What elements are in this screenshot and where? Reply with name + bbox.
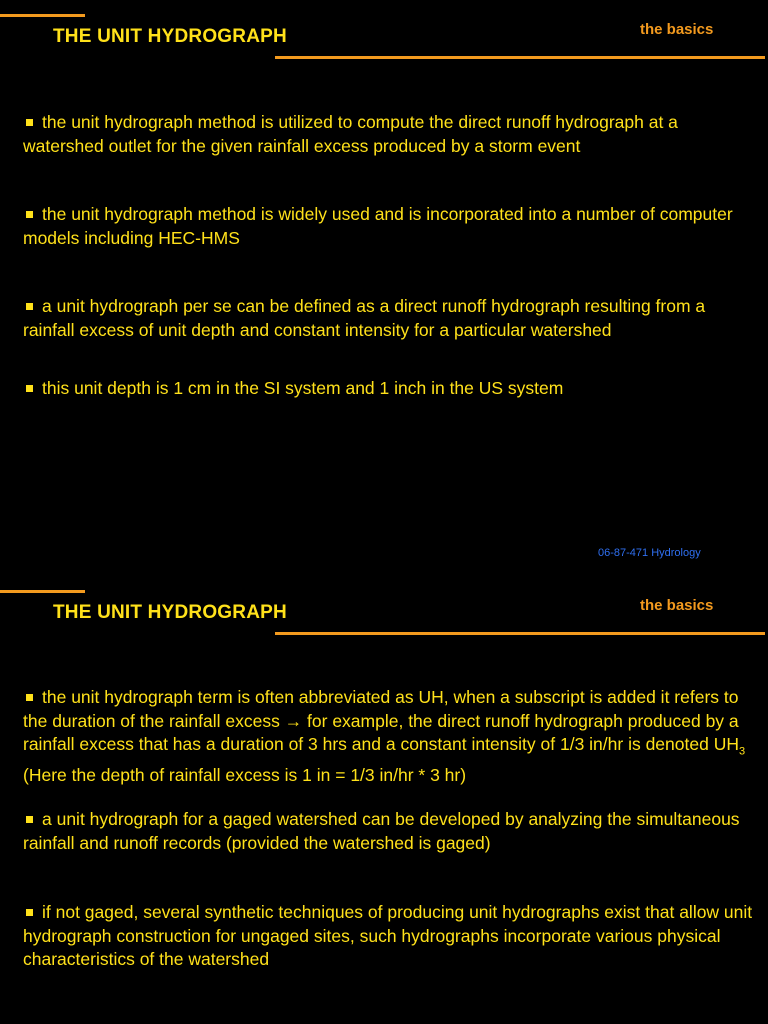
bullet-marker (26, 694, 33, 701)
title-underline (275, 632, 765, 635)
bullet-item: if not gaged, several synthetic techniques of producing unit hydrographs exist that allow unit hydrograph construction for ungaged sites, such hydrographs incorporate various physical characteristics of the watershed (23, 902, 753, 969)
bullet-marker (26, 303, 33, 310)
bullet-marker (26, 119, 33, 126)
bullet-item: a unit hydrograph for a gaged watershed can be developed by analyzing the simultaneous rainfall and runoff records (provided the watershed is gaged) (23, 809, 740, 853)
bullet-item: the unit hydrograph term is often abbreviated as UH, when a subscript is added it refers to the duration of the rainfall excess → for example, the direct runoff hydrograph produced by a rainfall excess that has a duration of 3 hrs and a constant intensity of 1/3 in/hr is denoted $UH_3$ (Here the depth of rainfall excess is 1 in = 1/3 in/hr * 3 hr) (23, 687, 755, 785)
top-left-rule (0, 14, 85, 17)
bullet-item: a unit hydrograph per se can be defined as a direct runoff hydrograph resulting from a rainfall excess of unit depth and constant intensity for a particular watershed (23, 296, 706, 340)
section-label: the basics (640, 597, 714, 614)
course-footer: 06-87-471 Hydrology (598, 547, 701, 559)
bullet-item: this unit depth is 1 cm in the SI system and 1 inch in the US system (23, 377, 758, 401)
bullet-marker (26, 816, 33, 823)
section-label: the basics (640, 21, 714, 38)
slide-title: THE UNIT HYDROGRAPH (53, 602, 287, 623)
slide-title: THE UNIT HYDROGRAPH (53, 26, 287, 47)
title-underline (275, 56, 765, 59)
bullet-marker (26, 211, 33, 218)
slide-2 (0, 576, 768, 1024)
bullet-marker (26, 385, 33, 392)
bullet-item: the unit hydrograph method is utilized to compute the direct runoff hydrograph at a watershed outlet for the given rainfall excess produced by a storm event (23, 112, 678, 156)
top-left-rule (0, 590, 85, 593)
bullet-marker (26, 909, 33, 916)
bullet-item: the unit hydrograph method is widely used and is incorporated into a number of computer models including HEC-HMS (23, 204, 733, 248)
